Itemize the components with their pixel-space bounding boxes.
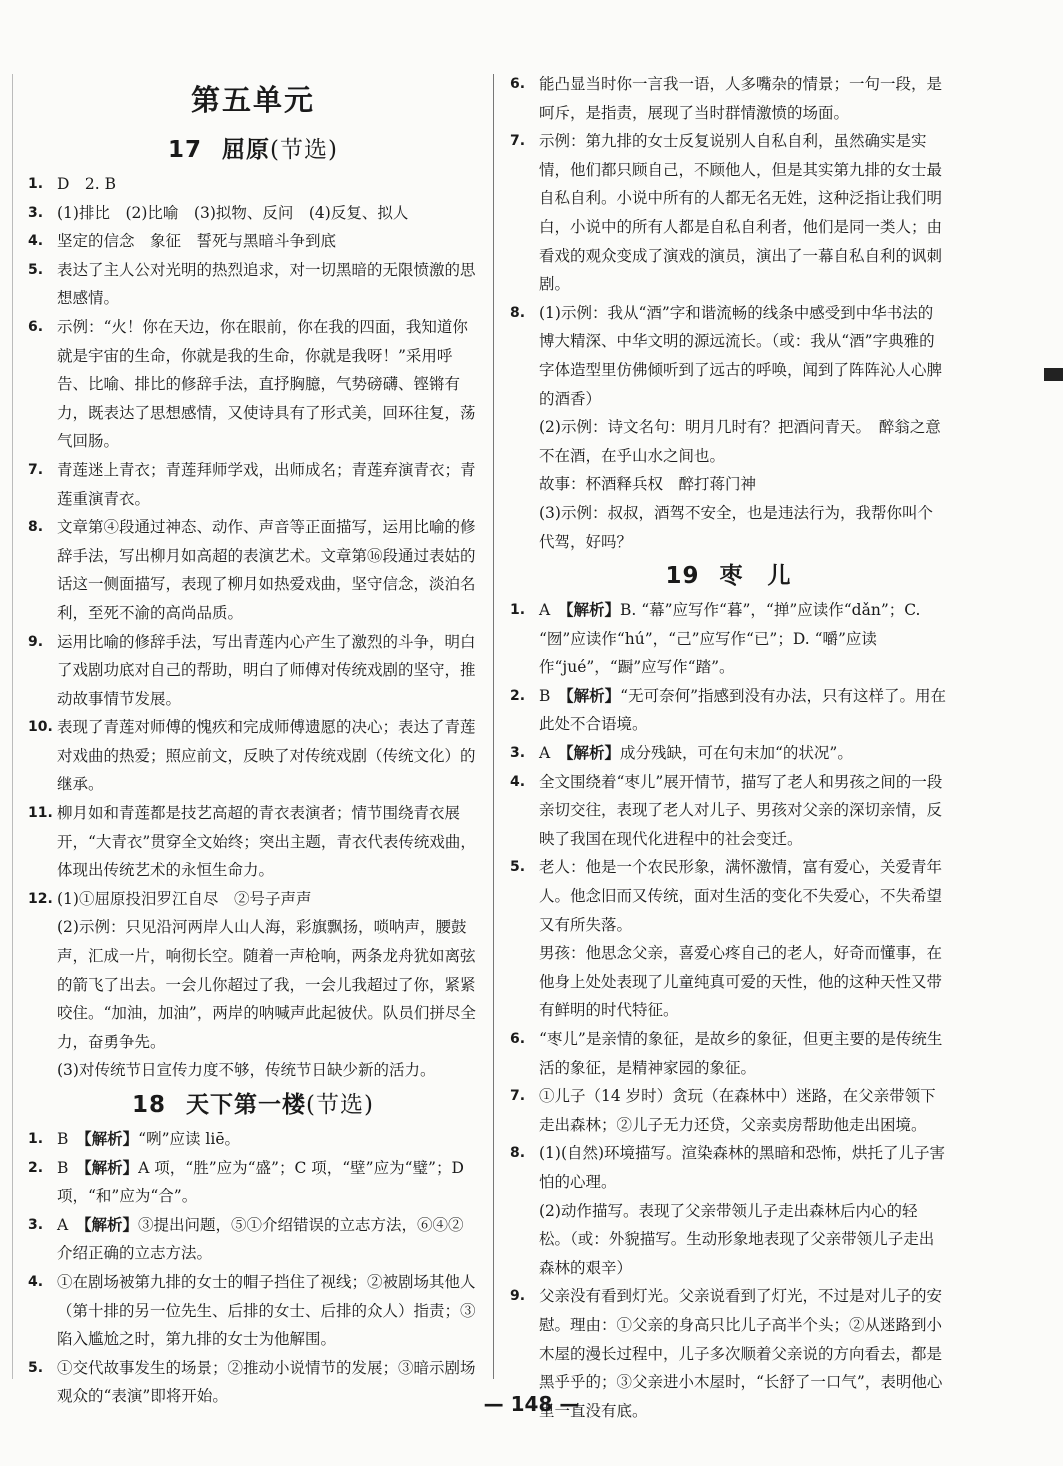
analysis-tag: 【解析】: [565, 685, 621, 705]
item-text: 文章第④段通过神态、动作、声音等正面描写，运用比喻的修辞手法，写出柳月如高超的表演艺术。文章第⑯段通过表姑的话这一侧面描写，表现了柳月如热爱戏曲，坚守信念，淡泊名利，至死不渝的高尚品质。: [57, 518, 476, 622]
item-text: ①在剧场被第九排的女士的帽子挡住了视线；②被剧场其他人（第十排的另一位先生、后排的女士、后排的众人）指责；③陷入尴尬之时，第九排的女士为他解围。: [57, 1272, 476, 1349]
answer-item: [510, 1139, 947, 1282]
item-part: 故事：杯酒释兵权 醉打蒋门神: [539, 475, 757, 494]
item-part: (3)示例：叔叔，酒驾不安全，也是违法行为，我帮你叫个代驾，好吗？: [539, 503, 933, 551]
item-number: 9.: [510, 1288, 526, 1305]
section-number: 17: [168, 137, 203, 163]
item-number: 6.: [510, 1031, 526, 1047]
item-number: 5.: [510, 859, 526, 876]
answer-item: [28, 513, 478, 627]
item-number: 7.: [28, 461, 44, 478]
section-number: 19: [665, 563, 700, 590]
answer-item: [28, 227, 478, 256]
item-text: “无可奈何”指感到没有办法，只有这样了。用在此处不合语境。: [539, 686, 947, 734]
item-text: A 项，“胜”应为“盛”；C 项，“壁”应为“璧”；D 项，“和”应为“合”。: [57, 1158, 464, 1206]
analysis-tag: 【解析】: [83, 1157, 139, 1177]
section-subtitle: (节选): [306, 1092, 374, 1118]
item-number: 7.: [510, 1088, 526, 1105]
answer-item: [28, 456, 478, 513]
item-part: (2)动作描写。表现了父亲带领儿子走出森林后内心的轻松。（或：外貌描写。生动形象地表现了父亲带领儿子走出森林的艰辛）: [539, 1201, 935, 1277]
answer-item: [510, 768, 947, 854]
answer-item: [510, 739, 947, 768]
edge-tab-mark: [1044, 368, 1063, 381]
item-number: 12.: [28, 890, 53, 907]
section-name: 枣 儿: [719, 562, 792, 590]
item-text: 示例：第九排的女士反复说别人自私自利，虽然确实是实情，他们都只顾自己，不顾他人，但是其实第九排的女士最自私自利。小说中所有的人都无名无姓，这种泛指让我们明白，小说中的所有人都是自私自利者，他们是同一类人；由看戏的观众变成了演戏的演员，演出了一幕自私自利的讽刺剧。: [539, 132, 943, 294]
item-number: 2.: [28, 1159, 44, 1176]
item-choice: B: [57, 1130, 84, 1148]
answer-item: [510, 682, 947, 739]
analysis-tag: 【解析】: [83, 1214, 138, 1234]
section-name: 天下第一楼: [186, 1091, 307, 1118]
item-text: 表达了主人公对光明的热烈追求，对一切黑暗的无限愤激的思想感情。: [57, 260, 476, 308]
item-number: 3.: [510, 745, 526, 762]
item-number: 6.: [510, 76, 526, 92]
item-number: 10.: [28, 719, 53, 736]
answer-item: [510, 596, 947, 682]
item-number: 7.: [510, 133, 526, 150]
item-part: 老人：他是一个农民形象，满怀激情，富有爱心，关爱青年人。他念旧而又传统，面对生活的变化不失爱心，不失希望又有所失落。: [539, 858, 943, 934]
item-number: 8.: [510, 304, 526, 321]
answer-item: [28, 1211, 478, 1268]
answer-item: [28, 170, 478, 199]
item-text: “咧”应读 liē。: [138, 1130, 241, 1148]
item-number: 6.: [28, 318, 44, 335]
item-choice: B: [539, 686, 566, 705]
answer-item: [28, 1268, 478, 1354]
item-text: 青莲迷上青衣；青莲拜师学戏，出师成名；青莲弃演青衣；青莲重演青衣。: [57, 460, 476, 508]
section-19-title: [510, 556, 947, 596]
item-number: 8.: [28, 519, 44, 536]
item-text: 能凸显当时你一言我一语，人多嘴杂的情景；一句一段，是呵斥，是指责，展现了当时群情激愤的场面。: [539, 75, 943, 122]
analysis-tag: 【解析】: [83, 1129, 139, 1148]
item-text: 全文围绕着“枣儿”展开情节，描写了老人和男孩之间的一段亲切交往，表现了老人对儿子、男孩对父亲的深切亲情，反映了我国在现代化进程中的社会变迁。: [539, 772, 943, 848]
item-number: 4.: [28, 1273, 44, 1290]
section-18-title: [28, 1085, 478, 1125]
analysis-tag: 【解析】: [565, 600, 620, 620]
item-part: (2)示例：只见沿河两岸人山人海，彩旗飘扬，唢呐声，腰鼓声，汇成一片，响彻长空。随着一声枪响，两条龙舟犹如离弦的箭飞了出去。一会儿你超过了我，一会儿我超过了你，紧紧咬住。“加油，加油”，两岸的呐喊声此起彼伏。队员们拼尽全力，奋勇争先。: [57, 918, 476, 1051]
item-number: 4.: [510, 773, 526, 790]
answer-item: [510, 1082, 947, 1139]
item-text: “枣儿”是亲情的象征，是故乡的象征，但更主要的是传统生活的象征，是精神家园的象征。: [539, 1030, 943, 1077]
item-number: 5.: [28, 261, 44, 278]
item-number: 3.: [28, 1216, 44, 1233]
answer-item: [28, 885, 478, 1085]
section-number: 18: [132, 1092, 167, 1118]
item-number: 4.: [28, 233, 44, 250]
item-choice: A: [57, 1215, 84, 1234]
item-choice: A: [539, 601, 566, 620]
item-text: ①交代故事发生的场景；②推动小说情节的发展；③暗示剧场观众的“表演”即将开始。: [57, 1358, 476, 1406]
answer-item: [510, 127, 947, 299]
answer-item: [28, 199, 478, 228]
section-subtitle: (节选): [270, 137, 338, 163]
answer-item: [510, 299, 947, 556]
answer-item: [28, 313, 478, 456]
answer-item: [28, 628, 478, 714]
answer-item: [510, 70, 947, 127]
section-name: 屈原: [222, 136, 271, 163]
item-choice: B: [57, 1158, 84, 1177]
page-number: — 148 —: [483, 1392, 580, 1416]
item-number: 1.: [28, 176, 44, 192]
item-number: 3.: [28, 204, 44, 221]
item-text: (1)排比 (2)比喻 (3)拟物、反问 (4)反复、拟人: [57, 203, 409, 222]
item-text: ③提出问题，⑤①介绍错误的立志方法，⑥④②介绍正确的立志方法。: [57, 1215, 464, 1263]
answer-item: [28, 256, 478, 313]
item-number: 9.: [28, 633, 44, 650]
item-part: 男孩：他思念父亲，喜爱心疼自己的老人，好奇而懂事，在他身上处处表现了儿童纯真可爱的天性，他的这种天性又带有鲜明的时代特征。: [539, 944, 943, 1020]
answer-item: [510, 1025, 947, 1082]
item-text: 柳月如和青莲都是技艺高超的青衣表演者；情节围绕青衣展开，“大青衣”贯穿全文始终；突出主题，青衣代表传统戏曲，体现出传统艺术的永恒生命力。: [57, 804, 476, 880]
unit-title: 第五单元: [190, 83, 315, 117]
item-text: 运用比喻的修辞手法，写出青莲内心产生了激烈的斗争，明白了戏剧功底对自己的帮助，明白了师傅对传统戏剧的坚守，推动故事情节发展。: [57, 632, 476, 708]
item-part: (1)(自然)环境描写。渲染森林的黑暗和恐怖，烘托了儿子害怕的心理。: [539, 1144, 946, 1191]
item-choice: A: [539, 744, 566, 763]
item-text: 坚定的信念 象征 誓死与黑暗斗争到底: [57, 232, 337, 251]
answer-item: [28, 713, 478, 799]
item-part: (2)示例：诗文名句：明月几时有？把酒问青天。 醉翁之意不在酒，在乎山水之间也。: [539, 418, 941, 465]
left-margin-rule: [12, 74, 13, 1379]
item-text: 示例：“火！你在天边，你在眼前，你在我的四面，我知道你就是宇宙的生命，你就是我的生命，你就是我呀！”采用呼告、比喻、排比的修辞手法，直抒胸臆，气势磅礴、铿锵有力，既表达了思想感情，又使诗具有了形式美，回环往复，荡气回肠。: [57, 317, 476, 451]
answer-item: [510, 853, 947, 1025]
section-17-title: [28, 130, 478, 170]
item-text: D 2. B: [57, 175, 117, 193]
item-number: 2.: [510, 687, 526, 704]
item-number: 11.: [28, 805, 53, 822]
item-text: 表现了青莲对师傅的愧疚和完成师傅遗愿的决心；表达了青莲对戏曲的热爱；照应前文，反映了对传统戏剧（传统文化）的继承。: [57, 718, 476, 794]
item-part: (3)对传统节日宣传力度不够，传统节日缺少新的活力。: [57, 1061, 436, 1080]
analysis-tag: 【解析】: [565, 743, 620, 763]
item-text: ①儿子（14 岁时）贪玩（在森林中）迷路，在父亲带领下走出森林；②儿子无力还贷，父亲卖房帮助他走出困境。: [539, 1087, 936, 1134]
item-number: 5.: [28, 1359, 44, 1376]
item-text: 父亲没有看到灯光。父亲说看到了灯光，不过是对儿子的安慰。理由：①父亲的身高只比儿子高半个头；②从迷路到小木屋的漫长过程中，儿子多次顺着父亲说的方向看去，都是黑乎乎的；③父亲进小木屋时，“长舒了一口气”，表明他心里一直没有底。: [539, 1287, 943, 1420]
answer-item: [28, 1125, 478, 1154]
item-number: 1.: [28, 1131, 44, 1147]
answer-item: [28, 1154, 478, 1211]
item-number: 1.: [510, 602, 526, 619]
answer-item: [28, 799, 478, 885]
item-part: (1)①屈原投汨罗江自尽 ②号子声声: [57, 889, 312, 908]
item-number: 8.: [510, 1145, 526, 1162]
item-text: 成分残缺，可在句末加“的状况”。: [619, 744, 853, 763]
column-divider: [493, 74, 494, 1379]
right-column: [510, 70, 947, 1425]
item-text: B. “幕”应写作“暮”，“掸”应读作“dǎn”；C. “囫”应读作“hú”，“己”应写作“已”；D. “嚼”应读作“jué”，“蹰”应写作“踏”。: [539, 601, 921, 677]
item-part: (1)示例：我从“酒”字和谐流畅的线条中感受到中华书法的博大精深、中华文明的源远流长。（或：我从“酒”字典雅的字体造型里仿佛倾听到了远古的呼唤，闻到了阵阵沁人心脾的酒香）: [539, 303, 943, 408]
left-column: [28, 70, 478, 1411]
